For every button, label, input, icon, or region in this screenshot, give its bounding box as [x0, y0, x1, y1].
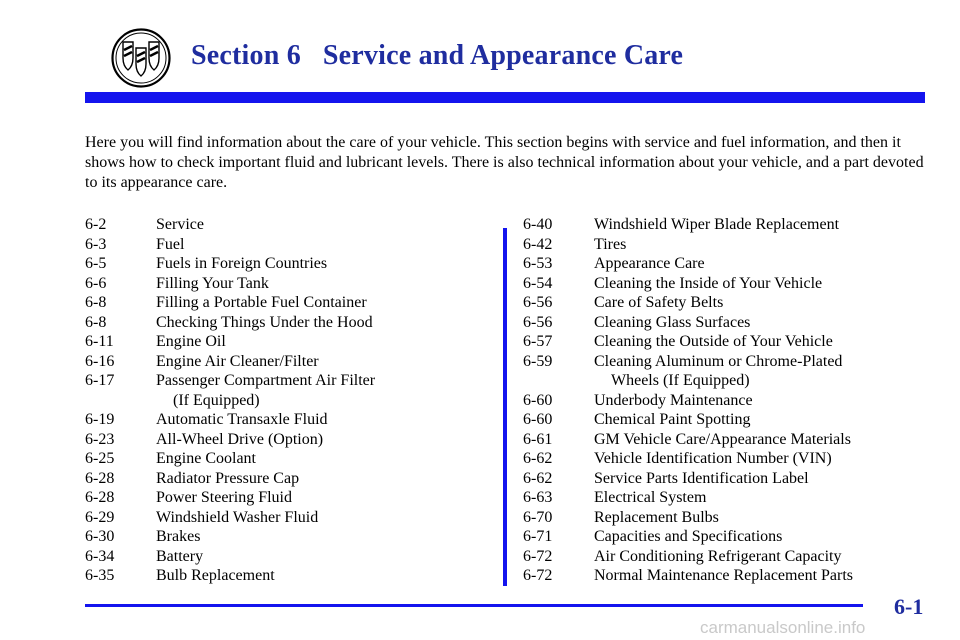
toc-entry-title: [594, 215, 923, 235]
toc-page-number: 6-17: [85, 372, 115, 389]
toc-page-number: 6-72: [523, 547, 553, 565]
toc-entry-title: [156, 293, 495, 313]
toc-title-text: Capacities and Specifications: [594, 528, 783, 545]
toc-entry: [523, 293, 923, 313]
toc-title-text: Brakes: [156, 528, 201, 545]
toc-entry-title: [594, 274, 923, 294]
toc-title-text: Appearance Care: [594, 255, 705, 272]
toc-entry: [85, 313, 495, 333]
toc-page-number: 6-59: [523, 352, 553, 370]
toc-title-text: Radiator Pressure Cap: [156, 469, 300, 487]
toc-page-number: 6-56: [523, 313, 553, 331]
toc-title-text: Windshield Washer Fluid: [156, 508, 319, 526]
toc-page-number: 6-35: [85, 567, 115, 584]
toc-page-number: 6-5: [85, 255, 107, 272]
toc-entry: [523, 566, 923, 586]
toc-entry-title: [594, 488, 923, 508]
toc-entry: [523, 410, 923, 430]
toc-entry-title: [156, 254, 495, 274]
toc-page-number: 6-60: [523, 411, 553, 428]
toc-title-text: Battery: [156, 547, 204, 565]
toc-title-text: Checking Things Under the Hood: [156, 313, 373, 331]
buick-logo-icon: [111, 28, 171, 88]
toc-title-text: Replacement Bulbs: [594, 508, 719, 526]
toc-entry: [523, 508, 923, 528]
toc-page-number: 6-62: [523, 450, 553, 467]
toc-entry-title: [156, 508, 495, 528]
toc-entry-title: [594, 352, 923, 391]
toc-left-column: [85, 215, 495, 586]
section-title: Service and Appearance Care: [322, 40, 684, 71]
toc-page-number: 6-30: [85, 528, 115, 545]
toc-entry-title: [594, 391, 923, 411]
toc-entry: [85, 371, 495, 410]
toc-entry-title: [594, 235, 923, 255]
toc-page-number: 6-6: [85, 274, 107, 292]
toc-title-text: Service Parts Identification Label: [594, 469, 809, 487]
toc-title-text: Engine Oil: [156, 333, 226, 350]
toc-title-text: All-Wheel Drive (Option): [156, 430, 324, 448]
toc-entry: [85, 332, 495, 352]
toc-page-number: 6-29: [85, 508, 115, 526]
toc-entry: [85, 566, 495, 586]
toc-page-number: 6-28: [85, 489, 115, 506]
toc-page-number: 6-34: [85, 547, 115, 565]
toc-page-number: 6-40: [523, 216, 553, 233]
toc-entry: [523, 313, 923, 333]
toc-page-number: 6-71: [523, 528, 553, 545]
toc-title-text: Cleaning the Outside of Your Vehicle: [594, 333, 833, 350]
toc-entry-title: [156, 488, 495, 508]
toc-page-number: 6-25: [85, 450, 115, 467]
toc-page-number: 6-54: [523, 274, 553, 292]
toc-entry-title: [594, 313, 923, 333]
toc-entry-title: [156, 547, 495, 567]
column-divider: [503, 228, 507, 586]
toc-entry-title: [156, 430, 495, 450]
toc-entry: [85, 508, 495, 528]
toc-page-number: 6-8: [85, 313, 107, 331]
toc-entry-title: [156, 527, 495, 547]
toc-entry: [523, 274, 923, 294]
toc-entry-title: [156, 332, 495, 352]
toc-title-continuation: Wheels (If Equipped): [611, 372, 750, 389]
toc-title-text: Underbody Maintenance: [594, 391, 753, 409]
toc-entry-title: [594, 332, 923, 352]
toc-entry: [523, 332, 923, 352]
toc-page-number: 6-72: [523, 567, 553, 584]
toc-entry: [523, 430, 923, 450]
toc-entry: [85, 274, 495, 294]
toc-entry: [85, 449, 495, 469]
toc-entry: [523, 254, 923, 274]
toc-title-text: Service: [156, 216, 204, 233]
toc-entry: [523, 352, 923, 391]
toc-title-text: Passenger Compartment Air Filter: [156, 372, 376, 389]
toc-title-text: Power Steering Fluid: [156, 489, 292, 506]
toc-title-text: Vehicle Identification Number (VIN): [594, 450, 832, 467]
header-rule: [85, 92, 925, 103]
toc-page-number: 6-56: [523, 294, 553, 311]
toc-entry: [523, 488, 923, 508]
toc-title-text: Chemical Paint Spotting: [594, 411, 751, 428]
toc-page-number: 6-8: [85, 294, 107, 311]
toc-entry-title: [594, 469, 923, 489]
toc-entry: [523, 449, 923, 469]
toc-title-text: Automatic Transaxle Fluid: [156, 411, 328, 428]
toc-entry-title: [594, 566, 923, 586]
toc-entry-title: [594, 547, 923, 567]
toc-entry-title: [156, 410, 495, 430]
toc-entry-title: [156, 313, 495, 333]
toc-page-number: 6-2: [85, 216, 107, 233]
toc-title-text: Cleaning the Inside of Your Vehicle: [594, 274, 823, 292]
toc-entry: [85, 235, 495, 255]
toc-entry: [85, 254, 495, 274]
toc-title-text: Filling Your Tank: [156, 274, 269, 292]
toc-page-number: 6-61: [523, 430, 553, 448]
toc-entry-title: [594, 293, 923, 313]
toc-title-text: Filling a Portable Fuel Container: [156, 294, 367, 311]
footer-rule: [85, 604, 863, 607]
toc-page-number: 6-70: [523, 508, 553, 526]
toc-entry-title: [594, 254, 923, 274]
toc-entry: [85, 293, 495, 313]
toc-entry: [85, 215, 495, 235]
toc-entry-title: [156, 449, 495, 469]
toc-title-text: Bulb Replacement: [156, 567, 275, 584]
toc-page-number: 6-53: [523, 255, 553, 272]
toc-title-text: Fuels in Foreign Countries: [156, 255, 328, 272]
toc-entry: [85, 488, 495, 508]
toc-entry: [523, 215, 923, 235]
toc-page-number: 6-3: [85, 235, 107, 253]
toc-page-number: 6-42: [523, 235, 553, 253]
toc-entry: [523, 469, 923, 489]
toc-title-text: Care of Safety Belts: [594, 294, 724, 311]
toc-entry: [523, 235, 923, 255]
toc-entry: [523, 547, 923, 567]
toc-page-number: 6-63: [523, 489, 553, 506]
section-label: Section 6: [191, 40, 301, 71]
toc-entry-title: [156, 566, 495, 586]
toc-entry-title: [156, 352, 495, 372]
toc-title-text: Tires: [594, 235, 627, 253]
toc-title-text: Normal Maintenance Replacement Parts: [594, 567, 854, 584]
toc-entry-title: [594, 430, 923, 450]
toc-entry-title: [594, 449, 923, 469]
toc-title-text: Cleaning Aluminum or Chrome-Plated: [594, 352, 843, 370]
toc-page-number: 6-19: [85, 411, 115, 428]
toc-entry-title: [156, 274, 495, 294]
toc-entry-title: [156, 469, 495, 489]
toc-title-text: GM Vehicle Care/Appearance Materials: [594, 430, 851, 448]
toc-title-text: Air Conditioning Refrigerant Capacity: [594, 547, 842, 565]
page-title: [191, 40, 683, 72]
page-number: 6-1: [894, 594, 924, 619]
toc-entry-title: [594, 508, 923, 528]
toc-title-text: Windshield Wiper Blade Replacement: [594, 216, 840, 233]
toc-entry: [85, 547, 495, 567]
toc-right-column: [523, 215, 923, 586]
watermark-text: carmanualsonline.info: [700, 618, 866, 637]
intro-paragraph: Here you will find information about the care of your vehicle. This section begins with service and fuel information, and then it shows how to check important fluid and lubricant levels. There is also technical information about your vehicle, and a part devoted to its appearance care.: [85, 134, 924, 191]
toc-title-continuation: (If Equipped): [173, 391, 260, 409]
toc-entry: [85, 352, 495, 372]
toc-page-number: 6-23: [85, 430, 115, 448]
toc-entry-title: [594, 410, 923, 430]
toc-page-number: 6-62: [523, 469, 553, 487]
toc-entry-title: [156, 215, 495, 235]
toc-entry: [523, 527, 923, 547]
toc-entry: [523, 391, 923, 411]
toc-entry: [85, 527, 495, 547]
toc-title-text: Fuel: [156, 235, 185, 253]
toc-entry: [85, 469, 495, 489]
toc-entry-title: [156, 371, 495, 410]
toc-entry-title: [156, 235, 495, 255]
toc-title-text: Engine Coolant: [156, 450, 256, 467]
toc-page-number: 6-57: [523, 333, 553, 350]
toc-title-text: Cleaning Glass Surfaces: [594, 313, 751, 331]
toc-title-text: Electrical System: [594, 489, 707, 506]
toc-entry-title: [594, 527, 923, 547]
toc-page-number: 6-28: [85, 469, 115, 487]
toc-page-number: 6-60: [523, 391, 553, 409]
toc-entry: [85, 410, 495, 430]
toc-entry: [85, 430, 495, 450]
toc-title-text: Engine Air Cleaner/Filter: [156, 352, 319, 370]
toc-page-number: 6-16: [85, 352, 115, 370]
toc-page-number: 6-11: [85, 333, 114, 350]
